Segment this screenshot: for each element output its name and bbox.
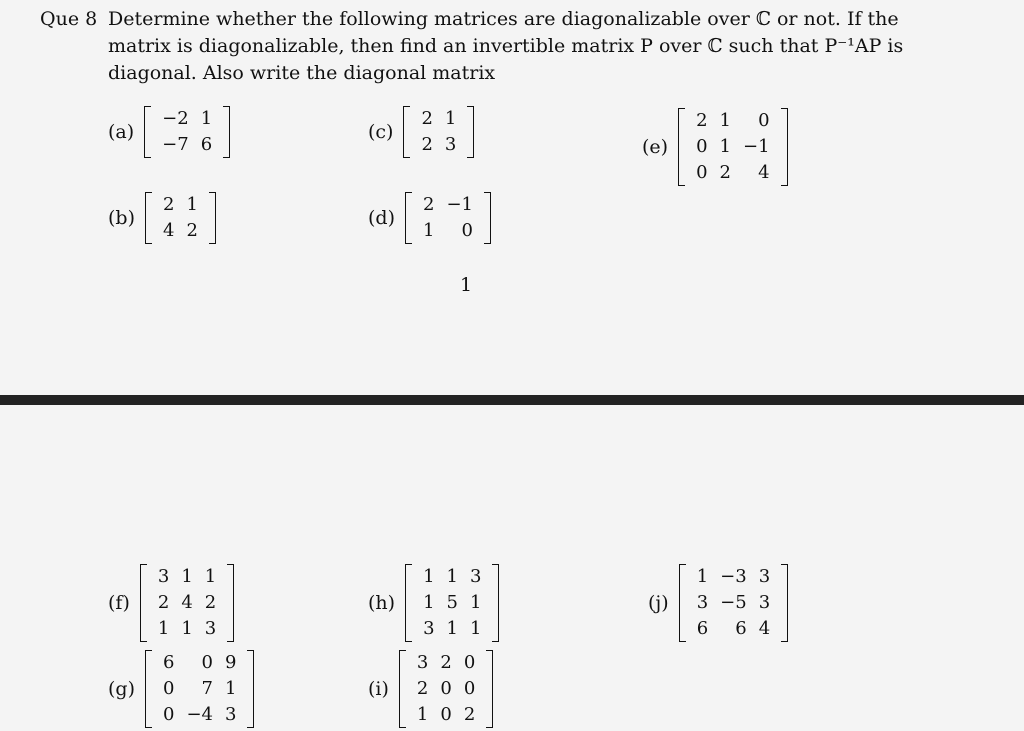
matrix-entry: 3 xyxy=(225,704,237,725)
matrix-entry: 1 xyxy=(469,618,482,639)
matrix-entry: 0 xyxy=(463,652,476,673)
matrix-entry: −1 xyxy=(742,136,770,157)
matrix-entry: 2 xyxy=(463,704,476,725)
matrix-entry: 3 xyxy=(444,134,457,155)
matrix-entry: 2 xyxy=(204,592,217,613)
question-line: diagonal. Also write the diagonal matrix xyxy=(108,62,496,84)
problem-label: (h) xyxy=(368,592,396,614)
matrix-entry: 2 xyxy=(423,194,435,215)
matrix-entry: 2 xyxy=(421,134,433,155)
matrix-entry: 1 xyxy=(423,592,435,613)
matrix-entry: 0 xyxy=(163,704,175,725)
matrix-problem xyxy=(648,564,788,642)
matrix-entry: −4 xyxy=(186,704,213,725)
matrix xyxy=(399,650,493,728)
matrix-entry: 1 xyxy=(204,566,217,587)
matrix-entry: 1 xyxy=(719,136,731,157)
problem-label: (j) xyxy=(648,592,669,614)
matrix-problem xyxy=(108,564,234,642)
matrix-entry: 0 xyxy=(163,678,175,699)
question-line: Determine whether the following matrices are diagonalizable over ℂ or not. If the xyxy=(108,8,899,30)
matrix-entry: 4 xyxy=(758,618,771,639)
matrix-entry: 6 xyxy=(696,618,709,639)
problem-label: (d) xyxy=(368,207,395,229)
matrix-entry: 7 xyxy=(201,678,213,699)
question-line: matrix is diagonalizable, then find an invertible matrix P over ℂ such that P⁻¹AP is xyxy=(108,35,904,57)
problem-label: (g) xyxy=(108,678,135,700)
matrix-entry: 1 xyxy=(446,618,458,639)
matrix-entry: 3 xyxy=(469,566,482,587)
question-text xyxy=(108,6,938,87)
matrix xyxy=(145,650,254,728)
matrix-entry: 3 xyxy=(696,592,709,613)
matrix-entry: 6 xyxy=(735,618,747,639)
matrix-entry: 1 xyxy=(469,592,482,613)
matrix-entry: 0 xyxy=(201,652,213,673)
matrix xyxy=(144,106,230,158)
matrix xyxy=(679,564,788,642)
matrix-problem xyxy=(108,192,216,244)
matrix-entry: 1 xyxy=(444,108,457,129)
matrix-problem xyxy=(368,650,493,728)
matrix-entry: 0 xyxy=(758,110,770,131)
matrix xyxy=(678,108,787,186)
matrix xyxy=(405,564,499,642)
matrix-entry: 1 xyxy=(446,566,458,587)
matrix-entry: 2 xyxy=(421,108,433,129)
problem-label: (i) xyxy=(368,678,389,700)
matrix-entry: 6 xyxy=(163,652,175,673)
matrix-entry: 1 xyxy=(181,618,193,639)
problem-label: (c) xyxy=(368,121,394,143)
matrix-entry: 6 xyxy=(200,134,213,155)
matrix-problem xyxy=(368,106,474,158)
matrix-entry: 2 xyxy=(696,110,708,131)
matrix-entry: 1 xyxy=(225,678,237,699)
matrix-entry: 3 xyxy=(157,566,170,587)
problem-label: (e) xyxy=(642,136,669,158)
matrix-entry: 2 xyxy=(163,194,175,215)
matrix-problem xyxy=(108,650,254,728)
matrix-problem xyxy=(368,564,499,642)
matrix-entry: 1 xyxy=(696,566,709,587)
matrix-entry: 3 xyxy=(758,566,771,587)
matrix-entry: −7 xyxy=(162,134,189,155)
matrix-entry: 1 xyxy=(423,220,435,241)
matrix xyxy=(140,564,234,642)
matrix xyxy=(405,192,491,244)
matrix-entry: 1 xyxy=(719,110,731,131)
matrix xyxy=(403,106,474,158)
matrix-entry: 4 xyxy=(163,220,175,241)
matrix-entry: 0 xyxy=(463,678,476,699)
matrix-entry: 0 xyxy=(461,220,473,241)
matrix-entry: 3 xyxy=(204,618,217,639)
matrix-entry: 1 xyxy=(423,566,435,587)
matrix-entry: 2 xyxy=(440,652,452,673)
matrix-entry: 0 xyxy=(440,678,452,699)
matrix-entry: 3 xyxy=(423,618,435,639)
matrix-entry: 4 xyxy=(181,592,193,613)
matrix-entry: 0 xyxy=(440,704,452,725)
matrix-entry: 2 xyxy=(416,678,429,699)
matrix-entry: 2 xyxy=(157,592,170,613)
matrix-entry: 1 xyxy=(181,566,193,587)
matrix-entry: 1 xyxy=(186,194,198,215)
matrix-entry: −5 xyxy=(720,592,747,613)
problem-label: (f) xyxy=(108,592,130,614)
matrix-problem xyxy=(368,192,491,244)
problem-label: (a) xyxy=(108,121,135,143)
matrix-entry: 0 xyxy=(696,136,708,157)
matrix-entry: 5 xyxy=(446,592,458,613)
matrix-entry: 3 xyxy=(416,652,429,673)
matrix-entry: 1 xyxy=(157,618,170,639)
matrix-problem xyxy=(108,106,230,158)
matrix-entry: 1 xyxy=(200,108,213,129)
matrix-entry: 2 xyxy=(186,220,198,241)
question-label: Que 8 xyxy=(40,8,98,30)
matrix-entry: 4 xyxy=(758,162,770,183)
matrix-entry: 1 xyxy=(416,704,429,725)
problem-label: (b) xyxy=(108,207,135,229)
page-number: 1 xyxy=(460,274,473,296)
page-divider xyxy=(0,395,1024,405)
matrix-entry: −2 xyxy=(162,108,189,129)
matrix-entry: 0 xyxy=(696,162,708,183)
matrix-entry: 2 xyxy=(719,162,731,183)
matrix-entry: −1 xyxy=(446,194,473,215)
matrix-entry: 3 xyxy=(758,592,771,613)
matrix xyxy=(145,192,216,244)
matrix-entry: −3 xyxy=(720,566,747,587)
matrix-entry: 9 xyxy=(225,652,237,673)
matrix-problem xyxy=(642,108,788,186)
